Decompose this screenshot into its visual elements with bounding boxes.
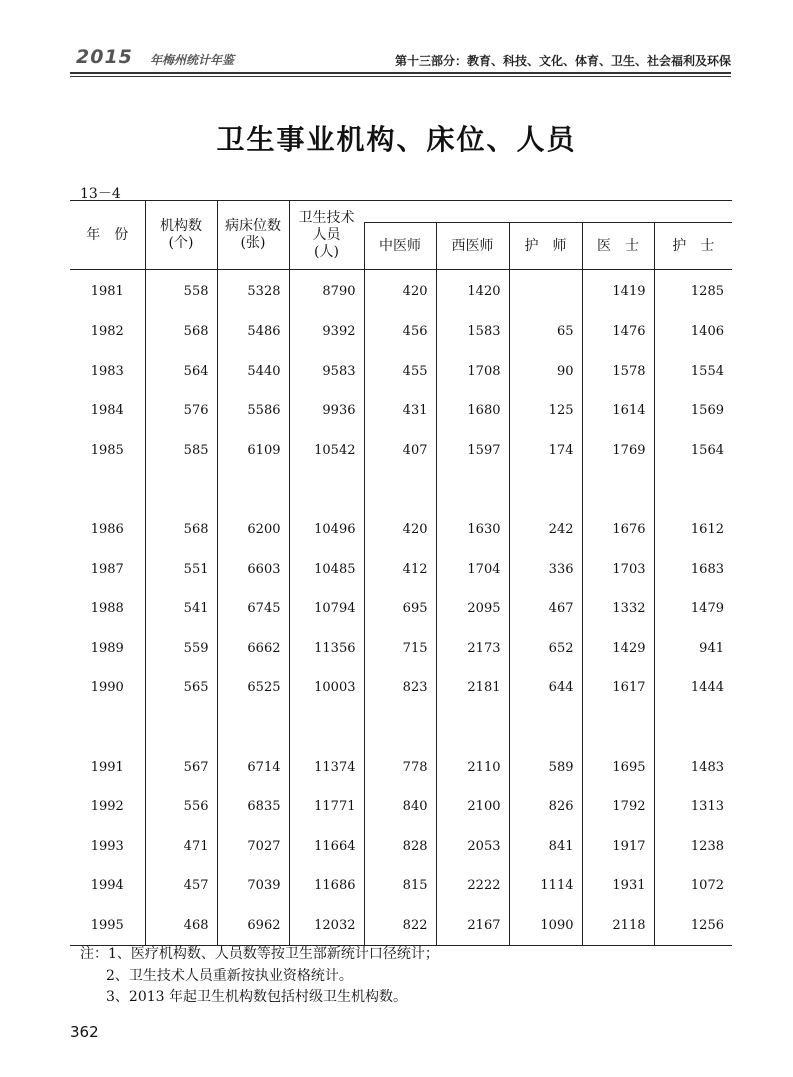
cell-staff: 9583	[289, 352, 364, 392]
cell-year: 1986	[90, 522, 124, 538]
cell-staff: 11686	[289, 866, 364, 906]
cell-staff: 9392	[289, 312, 364, 352]
cell-institutions: 565	[145, 668, 217, 708]
cell-beds: 5586	[217, 391, 289, 431]
table-row	[70, 668, 732, 708]
table-row	[70, 866, 732, 906]
cell-assistant: 1931	[582, 866, 654, 906]
table-row	[70, 629, 732, 669]
cell-assistant: 1578	[582, 352, 654, 392]
cell-western: 1680	[436, 391, 509, 431]
cell-nurse: 1612	[654, 510, 732, 550]
cell-nurse: 941	[654, 629, 732, 669]
spacer-cell	[145, 470, 217, 510]
cell-tcm: 455	[364, 352, 436, 392]
cell-western: 2167	[436, 906, 509, 946]
cell-institutions: 556	[145, 787, 217, 827]
page-title: 卫生事业机构、床位、人员	[216, 123, 577, 156]
cell-beds: 5486	[217, 312, 289, 352]
cell-year: 1991	[90, 759, 124, 775]
cell-western: 2173	[436, 629, 509, 669]
cell-tcm: 840	[364, 787, 436, 827]
cell-institutions: 567	[145, 748, 217, 788]
cell-nurse: 1483	[654, 748, 732, 788]
cell-nurse-senior: 1114	[509, 866, 582, 906]
cell-institutions: 551	[145, 550, 217, 590]
cell-nurse: 1072	[654, 866, 732, 906]
cell-year: 1992	[90, 799, 124, 815]
cell-staff: 10542	[289, 431, 364, 471]
cell-beds: 6835	[217, 787, 289, 827]
section-title: 第十三部分：教育、科技、文化、体育、卫生、社会福利及环保	[394, 54, 731, 68]
cell-nurse-senior: 174	[509, 431, 582, 471]
note-3: 3、2013 年起卫生机构数包括村级卫生机构数。	[106, 989, 407, 1005]
spacer-cell	[217, 470, 289, 510]
table-row	[70, 312, 732, 352]
spacer-cell	[582, 708, 654, 748]
cell-nurse-senior: 826	[509, 787, 582, 827]
spacer-cell	[436, 708, 509, 748]
spacer-cell	[364, 708, 436, 748]
cell-institutions: 576	[145, 391, 217, 431]
table-row	[70, 431, 732, 471]
spacer-cell	[582, 470, 654, 510]
cell-nurse-senior	[509, 270, 582, 313]
spacer-cell	[145, 708, 217, 748]
col-header-institutions	[145, 201, 217, 270]
cell-staff: 12032	[289, 906, 364, 946]
footnotes	[80, 944, 439, 1009]
cell-nurse: 1256	[654, 906, 732, 946]
header-rule-thin	[70, 76, 731, 77]
cell-tcm: 715	[364, 629, 436, 669]
table-row	[70, 748, 732, 788]
note-2: 2、卫生技术人员重新按执业资格统计。	[106, 967, 353, 984]
cell-institutions: 568	[145, 312, 217, 352]
cell-assistant: 1614	[582, 391, 654, 431]
cell-tcm: 695	[364, 589, 436, 629]
cell-staff: 11771	[289, 787, 364, 827]
cell-tcm: 828	[364, 827, 436, 867]
col-header-nurse-senior: 护 师	[509, 223, 582, 270]
cell-staff: 11664	[289, 827, 364, 867]
cell-tcm: 431	[364, 391, 436, 431]
cell-western: 1630	[436, 510, 509, 550]
cell-institutions: 457	[145, 866, 217, 906]
cell-nurse-senior: 242	[509, 510, 582, 550]
cell-nurse-senior: 1090	[509, 906, 582, 946]
cell-staff: 11374	[289, 748, 364, 788]
table-code: 13－4	[80, 186, 121, 202]
cell-tcm: 456	[364, 312, 436, 352]
cell-western: 2110	[436, 748, 509, 788]
cell-beds: 6962	[217, 906, 289, 946]
cell-institutions: 468	[145, 906, 217, 946]
cell-beds: 5328	[217, 270, 289, 313]
cell-institutions: 559	[145, 629, 217, 669]
col-header-tech-staff-unit: (人)	[314, 243, 339, 260]
cell-assistant: 2118	[582, 906, 654, 946]
cell-assistant: 1476	[582, 312, 654, 352]
cell-western: 1704	[436, 550, 509, 590]
cell-staff: 9936	[289, 391, 364, 431]
cell-beds: 6200	[217, 510, 289, 550]
cell-assistant: 1917	[582, 827, 654, 867]
col-header-institutions-unit: (个)	[168, 235, 194, 251]
cell-western: 2181	[436, 668, 509, 708]
cell-tcm: 778	[364, 748, 436, 788]
spacer-cell	[70, 470, 145, 510]
cell-staff: 10794	[289, 589, 364, 629]
table-row	[70, 270, 732, 313]
cell-nurse: 1564	[654, 431, 732, 471]
cell-beds: 6745	[217, 589, 289, 629]
table-row	[70, 589, 732, 629]
col-header-tech-staff-line1: 卫生技术	[298, 209, 355, 226]
cell-staff: 8790	[289, 270, 364, 313]
spacer-cell	[436, 470, 509, 510]
col-header-tech-staff	[289, 201, 364, 270]
cell-staff: 10496	[289, 510, 364, 550]
spacer-cell	[364, 470, 436, 510]
cell-nurse-senior: 841	[509, 827, 582, 867]
cell-nurse: 1683	[654, 550, 732, 590]
spacer-cell	[289, 470, 364, 510]
cell-year: 1987	[90, 561, 124, 577]
cell-year: 1983	[90, 363, 124, 379]
cell-western: 2100	[436, 787, 509, 827]
table-row	[70, 827, 732, 867]
table-row	[70, 391, 732, 431]
cell-tcm: 815	[364, 866, 436, 906]
note-1: 注：1、医疗机构数、人员数等按卫生部新统计口径统计；	[80, 946, 439, 962]
cell-western: 1420	[436, 270, 509, 313]
health-table	[70, 200, 732, 946]
cell-tcm: 823	[364, 668, 436, 708]
col-header-beds	[217, 201, 289, 270]
page-header	[70, 40, 731, 74]
cell-assistant: 1429	[582, 629, 654, 669]
cell-staff: 11356	[289, 629, 364, 669]
spacer-cell	[654, 470, 732, 510]
cell-nurse-senior: 467	[509, 589, 582, 629]
cell-tcm: 412	[364, 550, 436, 590]
col-header-nurse: 护 士	[654, 223, 732, 270]
cell-nurse-senior: 652	[509, 629, 582, 669]
cell-nurse: 1554	[654, 352, 732, 392]
cell-tcm: 420	[364, 270, 436, 313]
cell-western: 2222	[436, 866, 509, 906]
col-header-tcm: 中医师	[364, 223, 436, 270]
cell-beds: 7027	[217, 827, 289, 867]
cell-nurse-senior: 589	[509, 748, 582, 788]
cell-western: 1597	[436, 431, 509, 471]
cell-nurse: 1313	[654, 787, 732, 827]
cell-assistant: 1792	[582, 787, 654, 827]
cell-assistant: 1332	[582, 589, 654, 629]
cell-year: 1990	[90, 680, 124, 696]
cell-assistant: 1703	[582, 550, 654, 590]
cell-year: 1988	[90, 601, 124, 617]
page-number: 362	[70, 1023, 99, 1041]
table-row	[70, 550, 732, 590]
cell-western: 2053	[436, 827, 509, 867]
cell-institutions: 585	[145, 431, 217, 471]
cell-nurse: 1479	[654, 589, 732, 629]
yearbook-year: 2015	[76, 46, 133, 68]
cell-institutions: 471	[145, 827, 217, 867]
col-header-tech-staff-line2: 人员	[312, 226, 341, 243]
cell-nurse-senior: 90	[509, 352, 582, 392]
spacer-row	[70, 708, 732, 748]
spacer-row	[70, 470, 732, 510]
col-header-beds-unit: (张)	[240, 235, 266, 251]
cell-nurse-senior: 65	[509, 312, 582, 352]
cell-assistant: 1676	[582, 510, 654, 550]
cell-year: 1982	[90, 324, 124, 340]
cell-assistant: 1769	[582, 431, 654, 471]
spacer-cell	[509, 470, 582, 510]
cell-nurse: 1406	[654, 312, 732, 352]
header-rule-thick	[70, 72, 731, 74]
col-header-beds-label: 病床位数	[225, 218, 281, 234]
cell-nurse-senior: 644	[509, 668, 582, 708]
cell-staff: 10003	[289, 668, 364, 708]
col-header-assistant: 医 士	[582, 223, 654, 270]
col-header-institutions-label: 机构数	[160, 218, 202, 234]
cell-assistant: 1617	[582, 668, 654, 708]
cell-beds: 6662	[217, 629, 289, 669]
yearbook-label: 年梅州统计年鉴	[150, 53, 235, 67]
cell-year: 1989	[90, 640, 124, 656]
col-header-spacer	[364, 201, 732, 223]
cell-institutions: 568	[145, 510, 217, 550]
cell-western: 2095	[436, 589, 509, 629]
cell-beds: 6714	[217, 748, 289, 788]
spacer-cell	[217, 708, 289, 748]
col-header-year: 年 份	[70, 201, 145, 270]
table-row	[70, 906, 732, 946]
cell-nurse: 1285	[654, 270, 732, 313]
cell-year: 1981	[90, 283, 124, 299]
cell-beds: 7039	[217, 866, 289, 906]
cell-nurse: 1238	[654, 827, 732, 867]
cell-beds: 6109	[217, 431, 289, 471]
cell-assistant: 1695	[582, 748, 654, 788]
spacer-cell	[509, 708, 582, 748]
spacer-cell	[289, 708, 364, 748]
cell-nurse: 1569	[654, 391, 732, 431]
cell-nurse: 1444	[654, 668, 732, 708]
spacer-cell	[70, 708, 145, 748]
cell-tcm: 407	[364, 431, 436, 471]
cell-year: 1995	[70, 906, 145, 946]
cell-tcm: 420	[364, 510, 436, 550]
cell-institutions: 558	[145, 270, 217, 313]
cell-western: 1583	[436, 312, 509, 352]
cell-staff: 10485	[289, 550, 364, 590]
col-header-western: 西医师	[436, 223, 509, 270]
cell-nurse-senior: 125	[509, 391, 582, 431]
cell-year: 1985	[90, 442, 124, 458]
cell-western: 1708	[436, 352, 509, 392]
data-table	[70, 200, 732, 946]
cell-institutions: 541	[145, 589, 217, 629]
cell-year: 1993	[90, 838, 124, 854]
cell-beds: 6525	[217, 668, 289, 708]
table-row	[70, 787, 732, 827]
cell-beds: 5440	[217, 352, 289, 392]
table-row	[70, 352, 732, 392]
cell-year: 1984	[90, 403, 124, 419]
table-row	[70, 510, 732, 550]
cell-beds: 6603	[217, 550, 289, 590]
table-body	[70, 270, 732, 946]
cell-assistant: 1419	[582, 270, 654, 313]
cell-year: 1994	[90, 878, 124, 894]
cell-institutions: 564	[145, 352, 217, 392]
spacer-cell	[654, 708, 732, 748]
cell-nurse-senior: 336	[509, 550, 582, 590]
cell-tcm: 822	[364, 906, 436, 946]
